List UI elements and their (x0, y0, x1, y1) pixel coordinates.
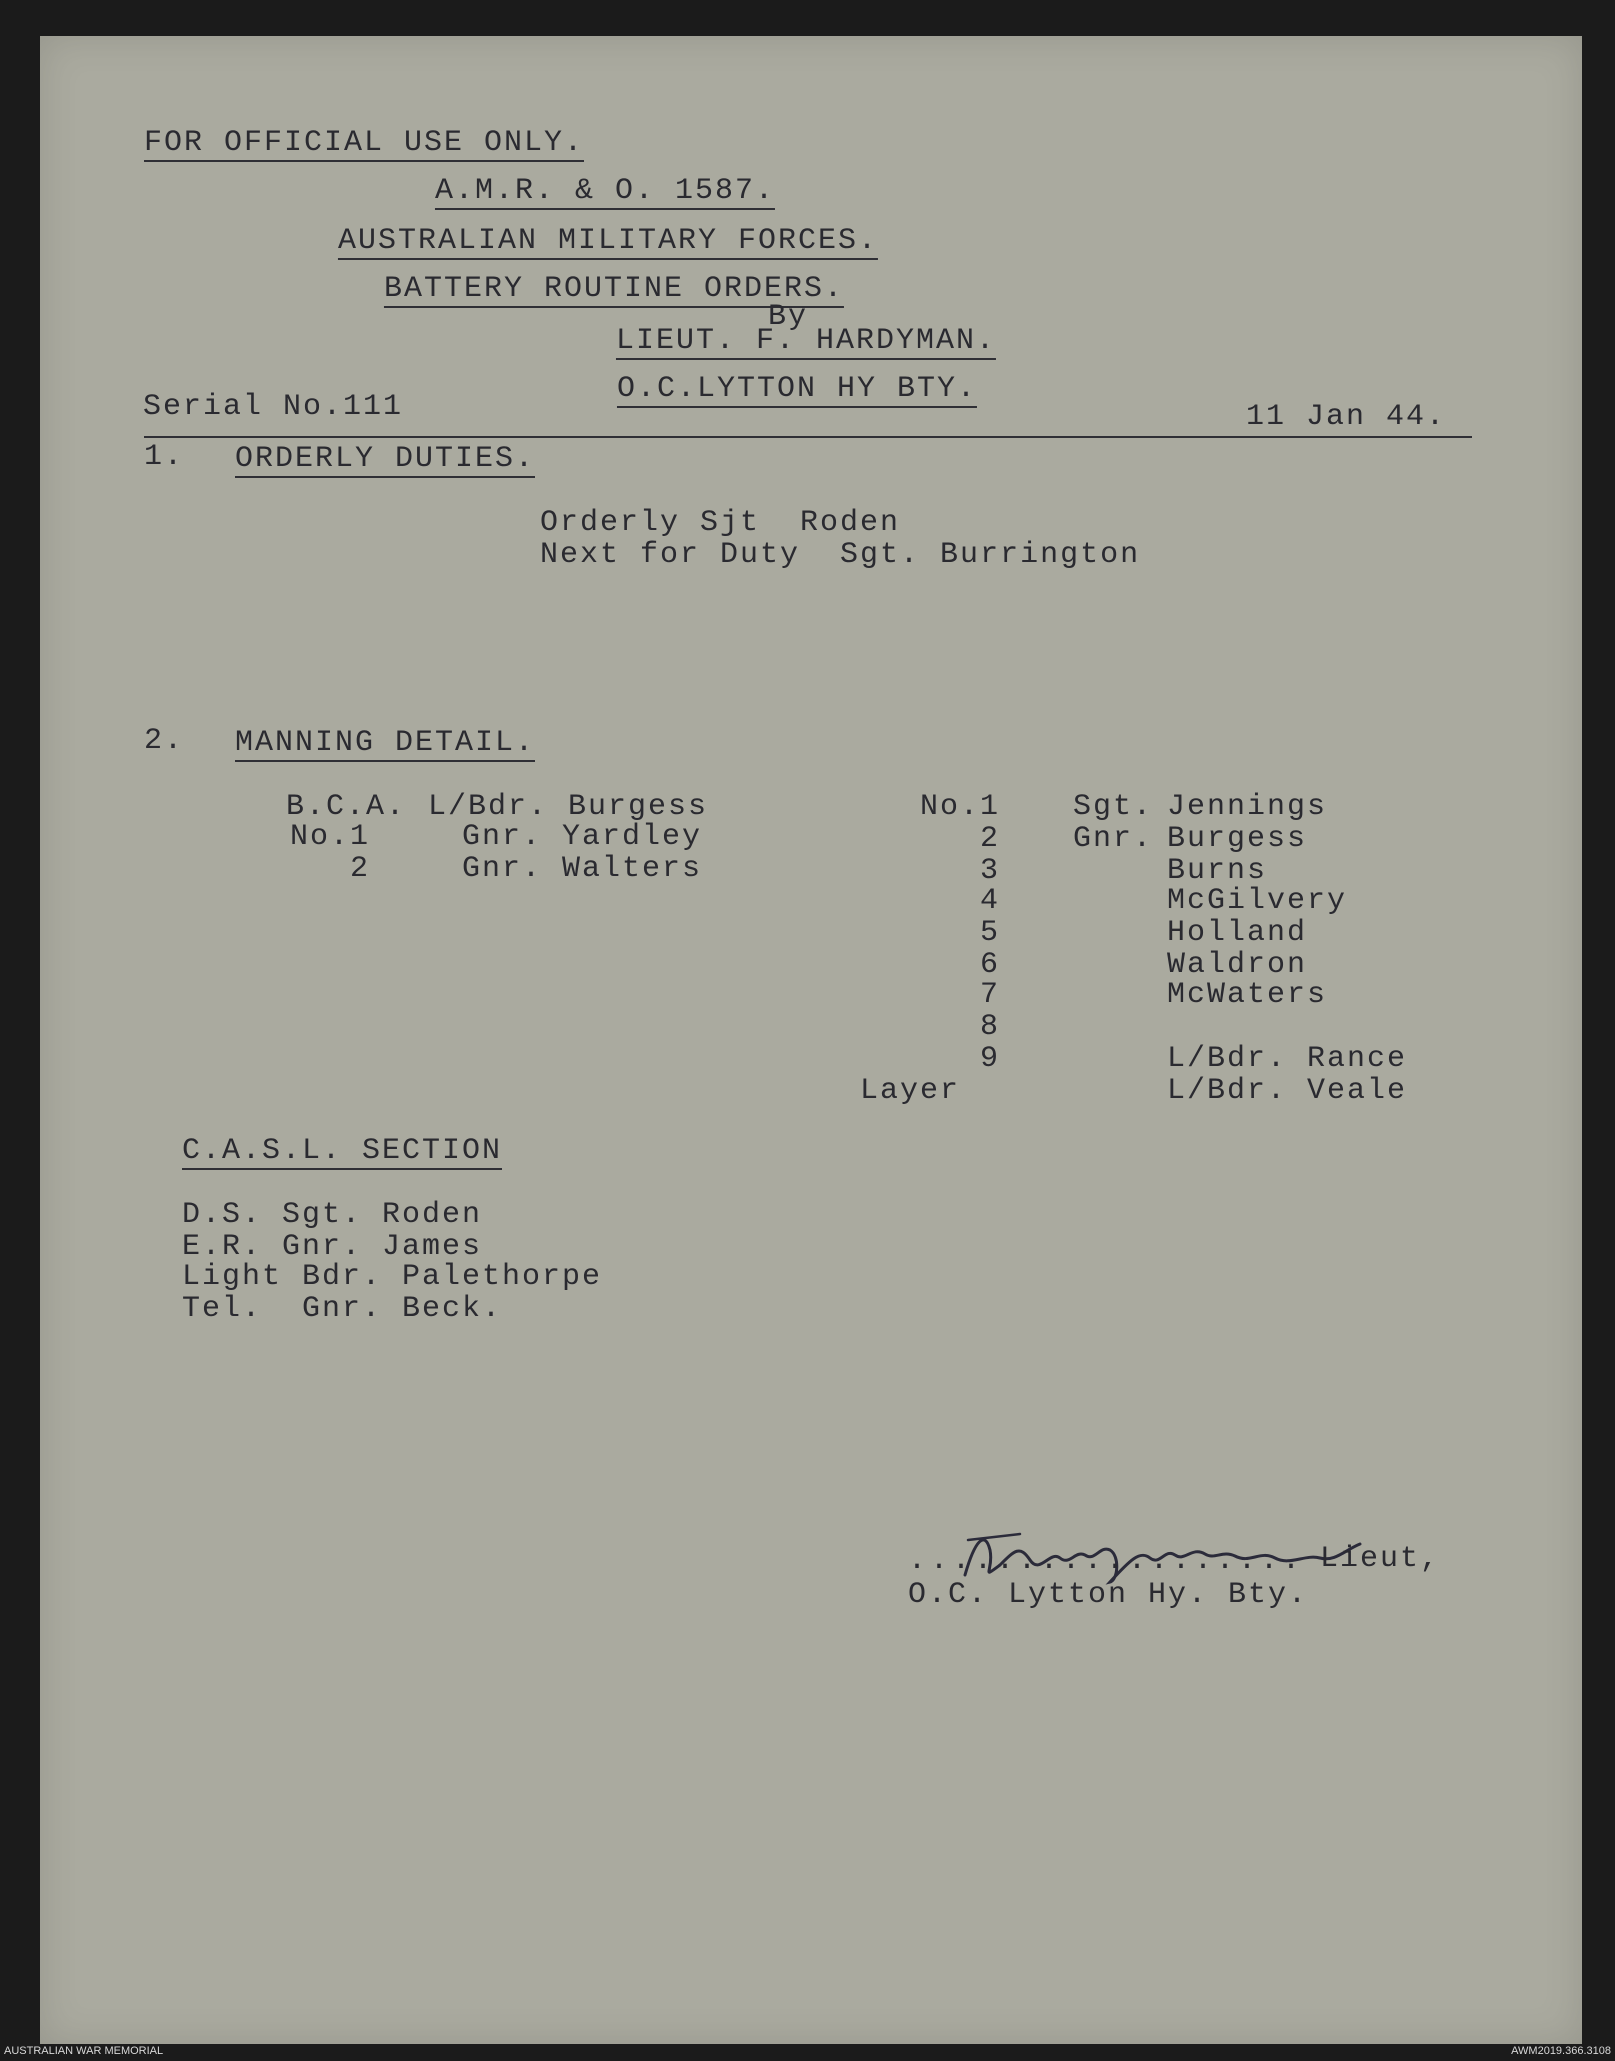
casl-line: Tel. Gnr. Beck. (182, 1292, 503, 1326)
manning-position: 4 (979, 884, 1000, 918)
organisation-title: AUSTRALIAN MILITARY FORCES. (337, 224, 879, 258)
orders-title: BATTERY ROUTINE ORDERS. (383, 272, 845, 306)
manning-name: McGilvery (1167, 884, 1348, 918)
section-number: 2. (144, 724, 185, 758)
manning-position: 2 (979, 822, 1000, 856)
manning-position: 8 (979, 1010, 1000, 1044)
manning-name: McWaters (1167, 978, 1328, 1012)
serial-number: Serial No.111 (143, 390, 404, 424)
manning-position: No.1 (919, 790, 1000, 824)
section-title: MANNING DETAIL. (235, 726, 536, 760)
manning-position: No.1 (289, 820, 370, 854)
by-line: By (767, 300, 809, 334)
signature-rank: Lieut, (1320, 1542, 1441, 1576)
officer-name: LIEUT. F. HARDYMAN. (615, 324, 997, 358)
manning-name: L/Bdr. Veale (1167, 1074, 1408, 1108)
manning-name: Gnr. Walters (462, 852, 703, 886)
manning-position: 7 (979, 978, 1000, 1012)
casl-line: E.R. Gnr. James (182, 1230, 483, 1264)
manning-position: 3 (979, 854, 1000, 888)
manning-rank: Gnr. (1073, 822, 1154, 856)
signature-dots: .................. (908, 1544, 1305, 1578)
unit-name: O.C.LYTTON HY BTY. (616, 372, 978, 406)
orderly-line: Orderly Sjt Roden (540, 506, 901, 540)
manning-name: Waldron (1167, 948, 1308, 982)
serial-rule (144, 436, 1472, 438)
classification-heading: FOR OFFICIAL USE ONLY. (144, 126, 585, 160)
casl-line: D.S. Sgt. Roden (182, 1198, 483, 1232)
archive-footer (0, 2043, 1615, 2061)
casl-line: Light Bdr. Palethorpe (182, 1260, 603, 1294)
manning-name: Gnr. Yardley (462, 820, 703, 854)
manning-rank: Sgt. (1073, 790, 1154, 824)
orderly-line: Next for Duty Sgt. Burrington (540, 538, 1141, 572)
casl-title: C.A.S.L. SECTION (182, 1134, 503, 1168)
manning-position: 2 (349, 852, 370, 886)
reference-number: A.M.R. & O. 1587. (434, 174, 776, 208)
manning-name: Burgess (1167, 822, 1308, 856)
manning-position: Layer (859, 1074, 960, 1108)
section-title: ORDERLY DUTIES. (235, 442, 536, 476)
manning-name: Burns (1167, 854, 1268, 888)
section-number: 1. (144, 440, 185, 474)
document-page (40, 36, 1582, 2044)
signature-unit: O.C. Lytton Hy. Bty. (908, 1578, 1309, 1612)
manning-position: 9 (979, 1042, 1000, 1076)
manning-position: 5 (979, 916, 1000, 950)
order-date: 11 Jan 44. (1246, 400, 1447, 434)
manning-name: Jennings (1167, 790, 1328, 824)
manning-position: B.C.A. (285, 790, 406, 824)
manning-name: L/Bdr. Rance (1167, 1042, 1408, 1076)
manning-name: Holland (1167, 916, 1308, 950)
archive-name: AUSTRALIAN WAR MEMORIAL (4, 2045, 164, 2057)
manning-name: L/Bdr. Burgess (428, 790, 709, 824)
archive-reference: AWM2019.366.3108 (1511, 2045, 1611, 2057)
manning-position: 6 (979, 948, 1000, 982)
